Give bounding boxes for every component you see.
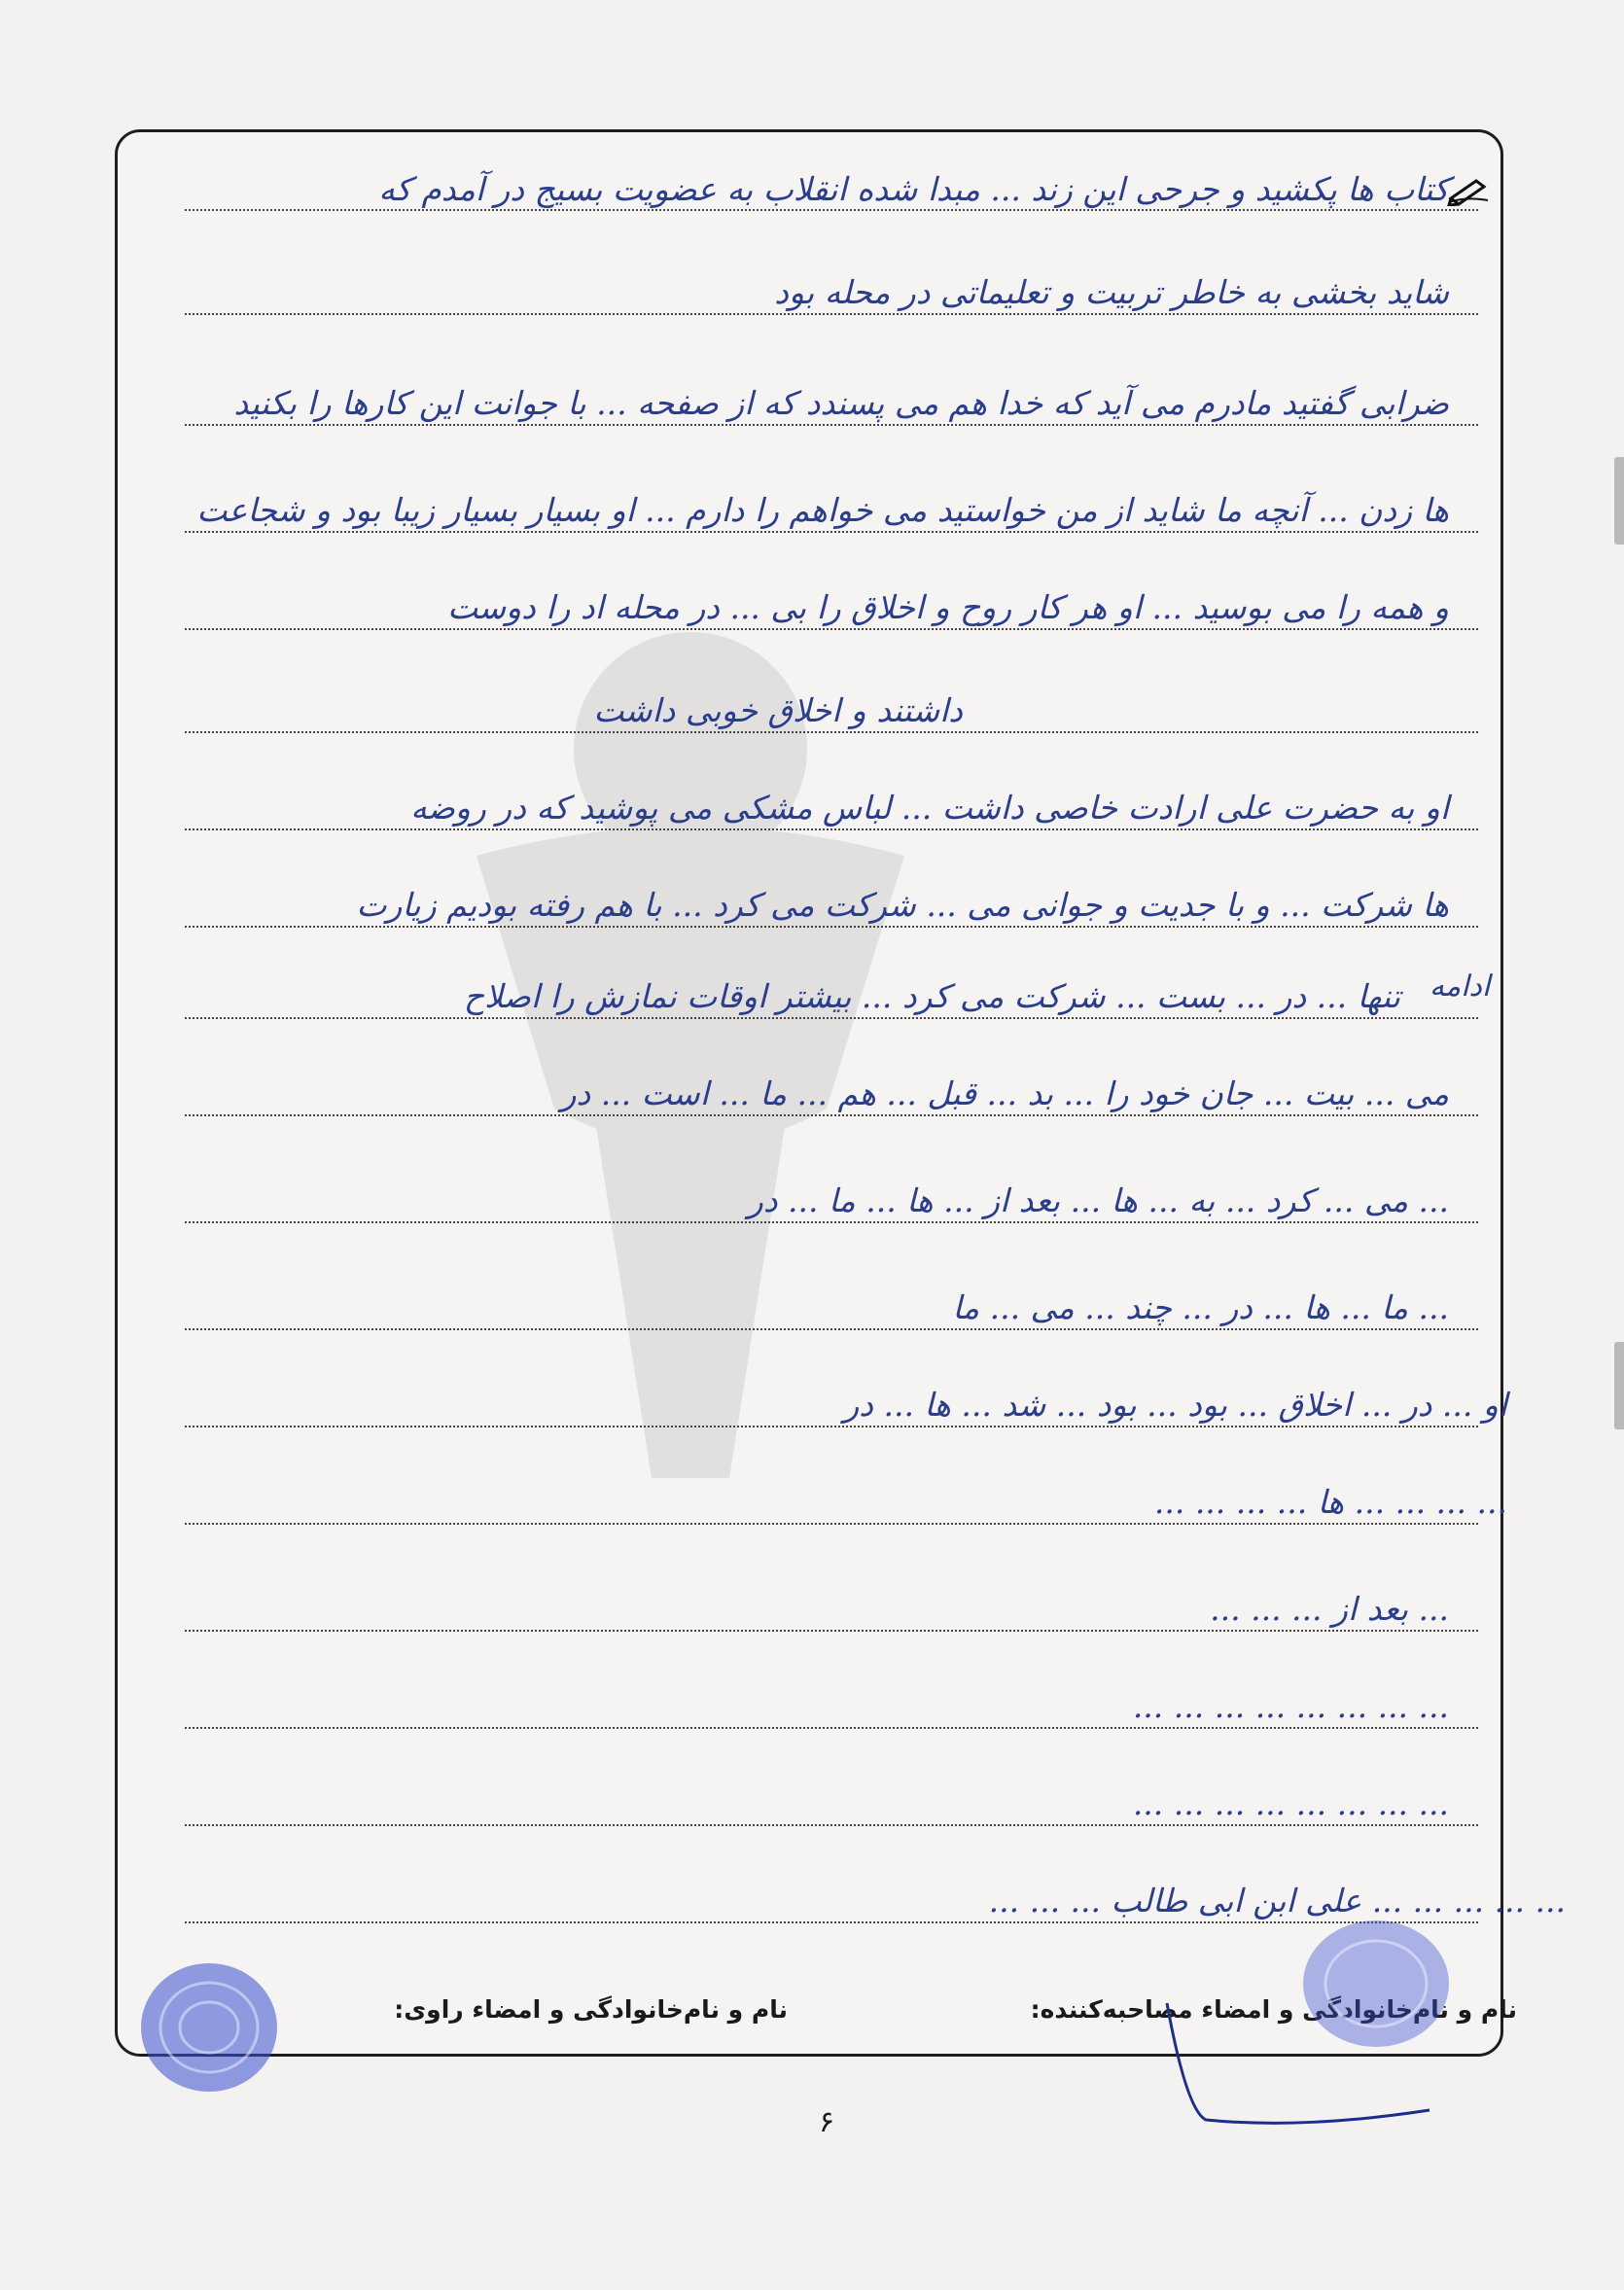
narrator-fingerprint-icon [131,1950,287,2105]
handwritten-line-14: ... ... ... ... ها ... ... ... ... [1153,1483,1507,1521]
page-number: ۶ [818,2105,835,2139]
writing-line [185,926,1478,928]
handwritten-line-2: شاید بخشی به خاطر تربیت و تعلیماتی در محله بود [774,273,1449,311]
writing-line [185,1824,1478,1826]
writing-line [185,1114,1478,1116]
handwritten-line-4: ها زدن ... آنچه ما شاید از من خواستید می خواهم را دارم ... او بسیار بسیار زیبا بود و شجاعت [196,491,1449,529]
pen-writing-icon [1447,175,1490,206]
handwritten-line-16: ... ... ... ... ... ... ... ... [1132,1687,1449,1725]
handwritten-line-5: و همه را می بوسید ... او هر کار روح و اخلاق را بی ... در محله اد را دوست [447,588,1449,626]
interviewer-signature-icon [1147,1993,1439,2139]
interviewer-signature-label: نام و نام‌خانوادگی و امضاء مصاحبه‌کننده: [1030,1995,1517,2024]
handwritten-line-17: ... ... ... ... ... ... ... ... [1132,1784,1449,1822]
writing-line [185,1221,1478,1223]
writing-line [185,531,1478,533]
handwritten-line-1: کتاب ها پکشید و جرحی این زند ... مبدا شده انقلاب به عضویت بسیج در آمدم که [378,170,1449,208]
writing-line [185,1328,1478,1330]
writing-line [185,828,1478,830]
writing-line [185,1426,1478,1427]
writing-line [185,1017,1478,1019]
foundation-logo-watermark-icon [418,603,963,1497]
handwritten-line-6: داشتند و اخلاق خوبی داشت [593,691,963,729]
writing-line [185,313,1478,315]
handwritten-line-7: او به حضرت علی ارادت خاصی داشت ... لباس مشکی می پوشید که در روضه [410,789,1449,827]
handwritten-line-3: ضرابی گفتید مادرم می آید که خدا هم می پسندد که از صفحه ... با جوانت این کارها را بکنید [233,384,1449,422]
handwritten-line-12: ... ما ... ها ... در ... چند ... می ... ما [952,1288,1449,1326]
handwritten-line-18: ... ... ... ... ... علی ابن ابی طالب ... ... ... [988,1882,1566,1920]
writing-line [185,209,1478,211]
handwritten-line-9: تنها ... در ... بست ... شرکت می کرد ... بیشتر اوقات نمازش را اصلاح [463,977,1400,1015]
writing-line [185,1523,1478,1525]
writing-line [185,628,1478,630]
writing-line [185,424,1478,426]
handwritten-line-15: ... بعد از ... ... ... [1210,1590,1449,1628]
handwritten-line-11: ... می ... کرد ... به ... ها ... بعد از ... ها ... ما ... در [747,1181,1449,1219]
page-edge-tab [1614,1342,1624,1429]
writing-line [185,731,1478,733]
writing-line [185,1630,1478,1632]
margin-note: ادامه [1430,969,1491,1004]
writing-line [185,1921,1478,1923]
narrator-signature-label: نام و نام‌خانوادگی و امضاء راوی: [394,1995,788,2024]
writing-line [185,1727,1478,1729]
page-edge-tab [1614,457,1624,545]
handwritten-line-8: ها شرکت ... و با جدیت و جوانی می ... شرکت می کرد ... با هم رفته بودیم زیارت [356,886,1449,924]
handwritten-line-13: او ... در ... اخلاق ... بود ... بود ... شد ... ها ... در [843,1386,1507,1424]
handwritten-line-10: می ... بیت ... جان خود را ... بد ... قبل ... هم ... ما ... است ... در [560,1075,1449,1112]
